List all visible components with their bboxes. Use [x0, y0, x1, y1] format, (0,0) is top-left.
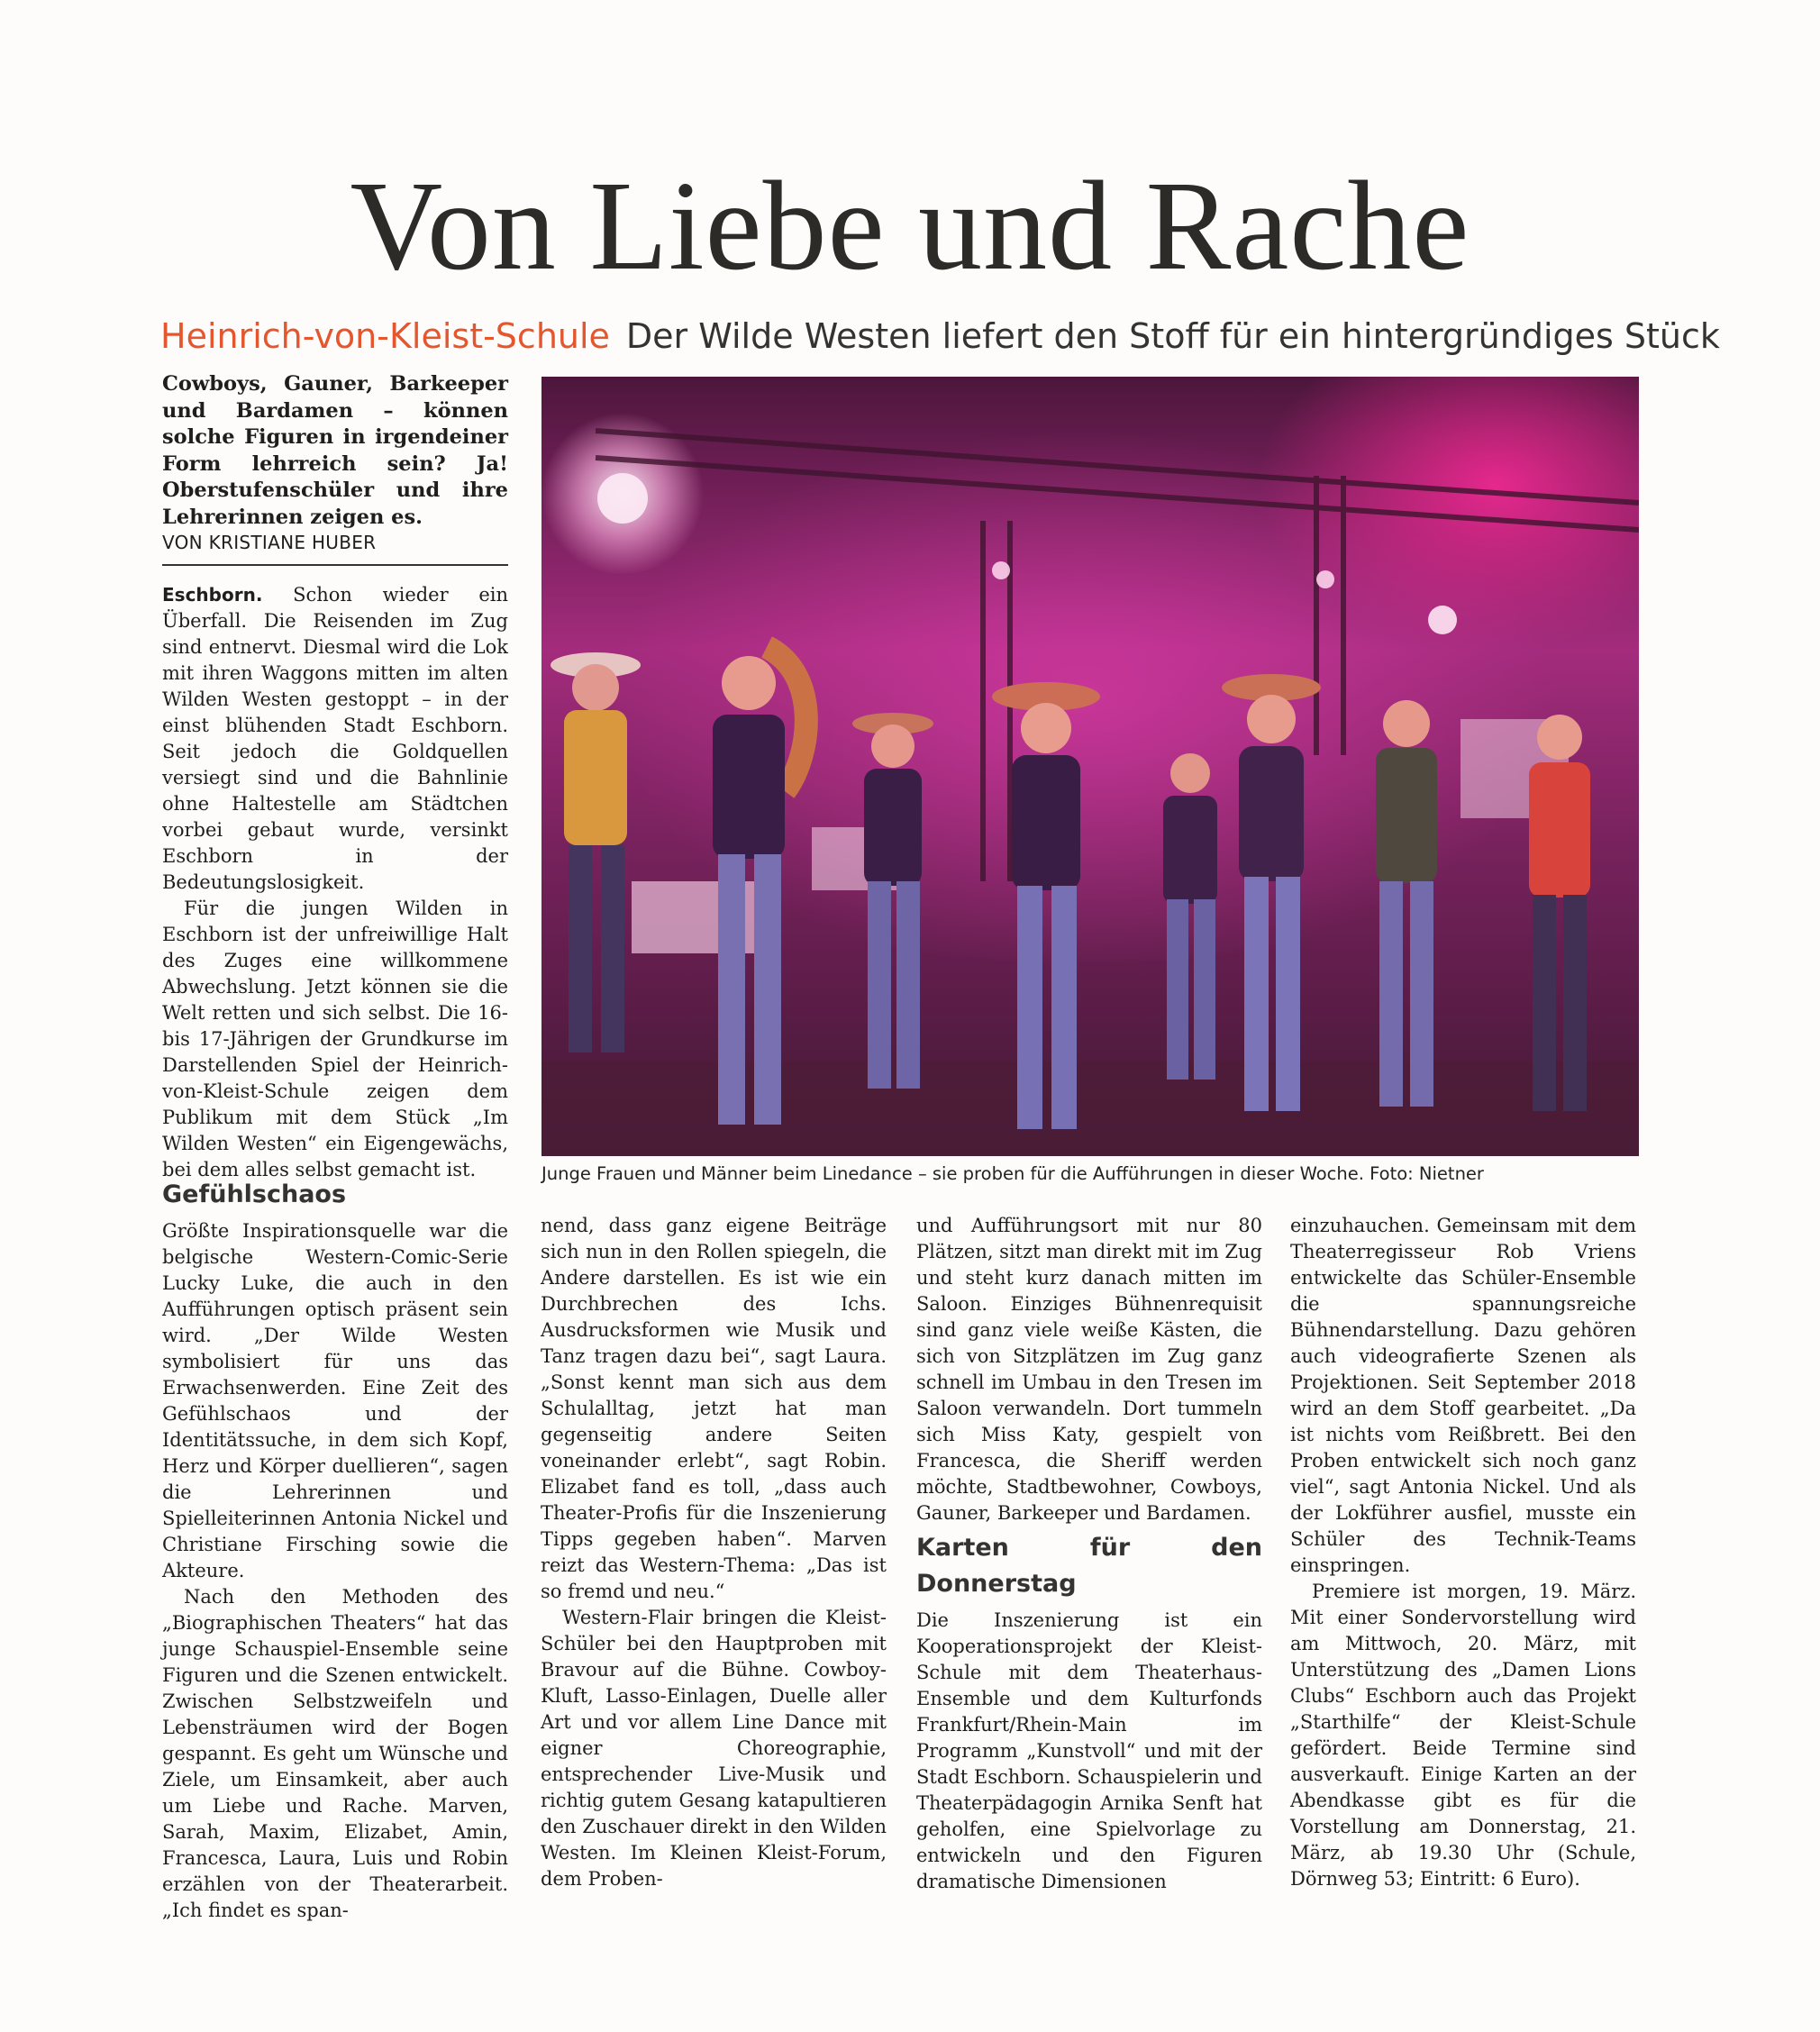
column-5: [1290, 1213, 1636, 1892]
headline: Von Liebe und Rache: [350, 154, 1470, 296]
kicker: Heinrich-von-Kleist-Schule: [160, 316, 610, 356]
paragraph: Western-Flair bringen die Kleist-Schüler bei den Hauptproben mit Bravour auf die Bühne. Cowboy-Kluft, Lasso-Einlagen, Duelle aller Art und vor allem Line Dance mit eigner Choreographie, entsprechender Live-Musik und richtig gutem Gesang katapultieren den Zuschauer direkt in den Wilden Westen. Im Kleinen Kleist-Forum, dem Proben-: [541, 1607, 887, 1890]
stage-illustration: [541, 377, 1639, 1156]
subhead-gefuehlschaos: Gefühlschaos: [162, 1180, 347, 1208]
byline: VON KRISTIANE HUBER: [162, 530, 508, 566]
column-4: [916, 1213, 1262, 1895]
paragraph: Nach den Methoden des „Biographischen Theaters“ hat das junge Schauspiel-Ensemble seine Figuren und die Szenen entwickelt. Zwischen Selbstzweifeln und Lebensträumen wird der Bogen gespannt. Es geht um Wünsche und Ziele, um Einsamkeit, aber auch um Liebe und Rache. Marven, Sarah, Maxim, Elizabet, Amin, Francesca, Laura, Luis und Robin erzählen von der Theaterarbeit. „Ich findet es span-: [162, 1586, 508, 1921]
photo-linedance: [541, 377, 1639, 1156]
deck-title: Der Wilde Westen liefert den Stoff für ein hintergründiges Stück: [625, 316, 1720, 356]
column-1: [162, 582, 508, 1183]
paragraph-text: Schon wieder ein Überfall. Die Reisenden im Zug sind entnervt. Diesmal wird die Lok mit ihren Waggons mitten im alten Wilden Westen gestoppt – in der einst blühenden Stadt Eschborn. Seit jedoch die Goldquellen versiegt sind und die Bahnlinie ohne Haltestelle am Städtchen vorbei gebaut wurde, versinkt Eschborn in der Bedeutungslosigkeit.: [162, 584, 508, 893]
paragraph: [162, 582, 508, 896]
dateline: Eschborn.: [162, 584, 263, 606]
paragraph: und Aufführungsort mit nur 80 Plätzen, sitzt man direkt mit im Zug und steht kurz danach mitten im Saloon. Einziges Bühnenrequisit sind ganz viele weiße Kästen, die sich von Sitzplätzen im Zug ganz schnell im Umbau in den Tresen im Saloon verwandeln. Dort tummeln sich Miss Katy, gespielt von Francesca, die Sheriff werden möchte, Stadtbewohner, Cowboys, Gauner, Barkeeper und Bardamen.: [916, 1215, 1262, 1524]
paragraph: einzuhauchen. Gemeinsam mit dem Theaterregisseur Rob Vriens entwickelte das Schüler-Ensemble die spannungsreiche Bühnendarstellung. Dazu gehören auch videografierte Szenen als Projektionen. Seit September 2018 wird an dem Stoff gearbeitet. „Da ist nichts vom Reißbrett. Bei den Proben entwickelt sich noch ganz viel“, sagt Antonia Nickel. Und als der Lokführer ausfiel, musste ein Schüler des Technik-Teams einspringen.: [1290, 1215, 1636, 1576]
paragraph: Premiere ist morgen, 19. März. Mit einer Sondervorstellung wird am Mittwoch, 20. März, mit Unterstützung des „Damen Lions Clubs“ Eschborn auch das Projekt „Starthilfe“ der Kleist-Schule gefördert. Beide Termine sind ausverkauft. Einige Karten an der Abendkasse gibt es für die Vorstellung am Donnerstag, 21. März, ab 19.30 Uhr (Schule, Dörnweg 53; Eintritt: 6 Euro).: [1290, 1581, 1636, 1890]
paragraph: Die Inszenierung ist ein Kooperationsprojekt der Kleist-Schule mit dem Theaterhaus-Ensemble und dem Kulturfonds Frankfurt/Rhein-Main im Programm „Kunstvoll“ und mit der Stadt Eschborn. Schauspielerin und Theaterpädagogin Arnika Senft hat geholfen, eine Spielvorlage zu entwickeln und den Figuren dramatische Dimensionen: [916, 1609, 1262, 1892]
intro-teaser: Cowboys, Gauner, Barkeeper und Bardamen – können solche Figuren in irgendeiner Form lehrreich sein? Ja! Oberstufenschüler und ihre Lehrerinnen zeigen es.: [162, 372, 508, 529]
paragraph: Größte Inspirationsquelle war die belgische Western-Comic-Serie Lucky Luke, die auch in den Aufführungen optisch präsent sein wird. „Der Wilde Westen symbolisiert für uns das Erwachsenwerden. Eine Zeit des Gefühlschaos und der Identitätssuche, in dem sich Kopf, Herz und Körper duellieren“, sagen die Lehrerinnen und Spielleiterinnen Antonia Nickel und Christiane Firsching sowie die Akteure.: [162, 1220, 508, 1581]
paragraph: nend, dass ganz eigene Beiträge sich nun in den Rollen spiegeln, die Andere darstellen. Es ist wie ein Durchbrechen des Ichs. Ausdrucksformen wie Musik und Tanz tragen dazu bei“, sagt Laura. „Sonst kennt man sich aus dem Schulalltag, jetzt hat man gegenseitig andere Seiten voneinander erlebt“, sagt Robin. Elizabet fand es toll, „dass auch Theater-Profis für die Inszenierung Tipps gegeben haben“. Marven reizt das Western-Thema: „Das ist so fremd und neu.“: [541, 1215, 887, 1602]
column-2: [162, 1173, 508, 1924]
paragraph: Für die jungen Wilden in Eschborn ist der unfreiwillige Halt des Zuges eine willkommene Abwechslung. Jetzt können sie die Welt retten und sich selbst. Die 16- bis 17-Jährigen der Grundkurse im Darstellenden Spiel der Heinrich-von-Kleist-Schule zeigen dem Publikum mit dem Stück „Im Wilden Westen“ ein Eigengewächs, bei dem alles selbst gemacht ist.: [162, 898, 508, 1180]
subline: [160, 313, 1720, 360]
photo-caption: Junge Frauen und Männer beim Linedance – sie proben für die Aufführungen in dieser Woche. Foto: Nietner: [541, 1163, 1484, 1184]
subhead-karten: Karten für den Donnerstag: [916, 1534, 1262, 1598]
column-3: [541, 1213, 887, 1892]
